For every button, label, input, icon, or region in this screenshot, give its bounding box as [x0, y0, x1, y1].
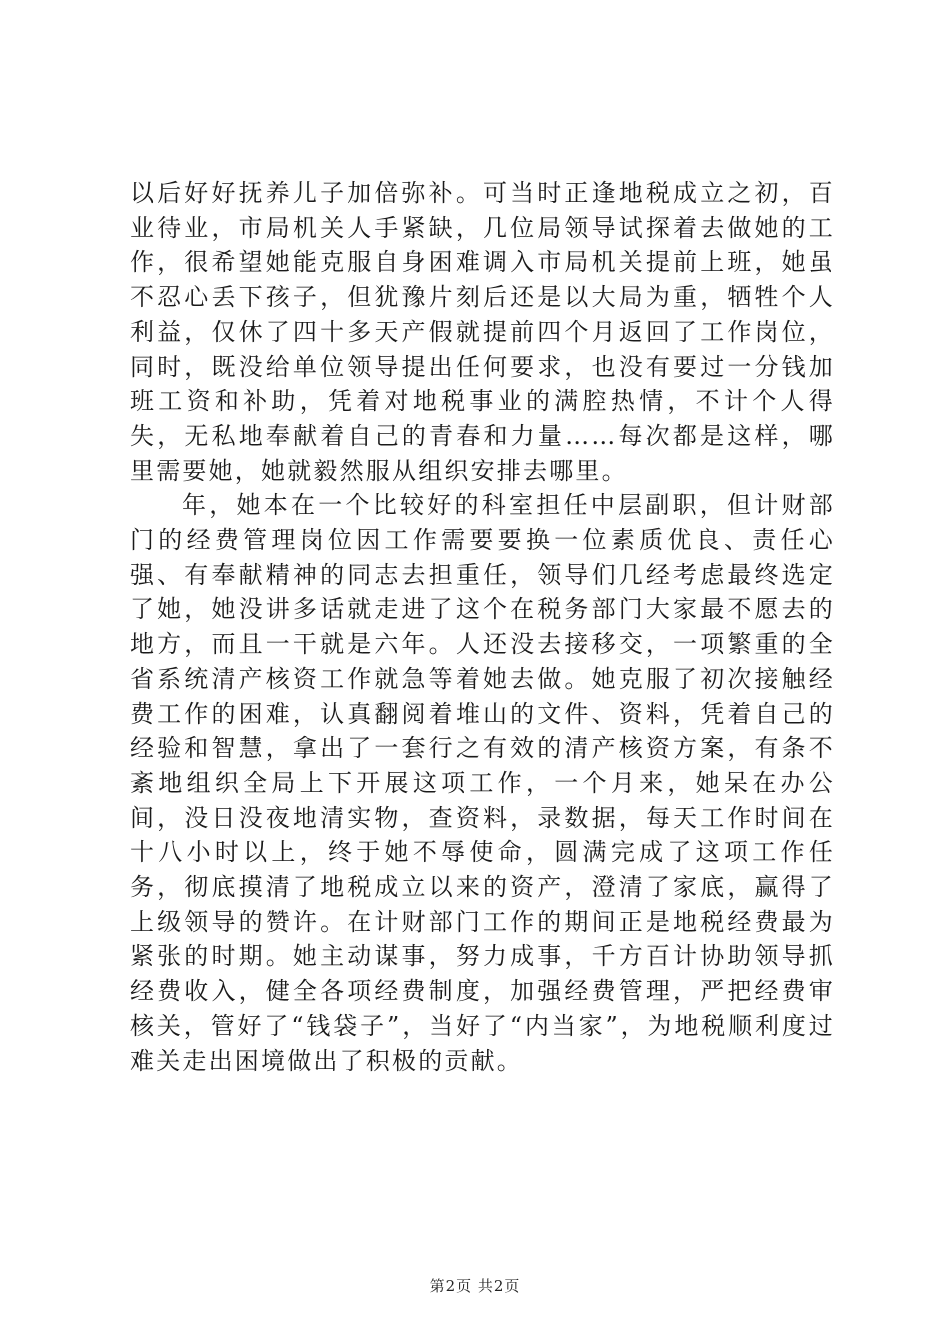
paragraph: 年，她本在一个比较好的科室担任中层副职，但计财部门的经费管理岗位因工作需要要换一位素质优良、责任心强、有奉献精神的同志去担重任，领导们几经考虑最终选定了她，她没讲多话就走进了这个在税务部门大家最不愿去的地方，而且一干就是六年。人还没去接移交，一项繁重的全省系统清产核资工作就急等着她去做。她克服了初次接触经费工作的困难，认真翻阅着堆山的文件、资料，凭着自己的经验和智慧，拿出了一套行之有效的清产核资方案，有条不紊地组织全局上下开展这项工作，一个月来，她呆在办公间，没日没夜地清实物，查资料，录数据，每天工作时间在十八小时以上，终于她不辱使命，圆满完成了这项工作任务，彻底摸清了地税成立以来的资产，澄清了家底，赢得了上级领导的赞许。在计财部门工作的期间正是地税经费最为紧张的时期。她主动谋事，努力成事，千方百计协助领导抓经费收入，健全各项经费制度，加强经费管理，严把经费审核关，管好了“钱袋子”，当好了“内当家”，为地税顺利度过难关走出困境做出了积极的贡献。: [130, 491, 835, 1075]
document-body: [130, 176, 835, 1078]
page-footer: 第2页 共2页: [429, 1277, 521, 1295]
paragraph-continued: 以后好好抚养儿子加倍弥补。可当时正逢地税成立之初，百业待业，市局机关人手紧缺，几位局领导试探着去做她的工作，很希望她能克服自身困难调入市局机关提前上班，她虽不忍心丢下孩子，但犹豫片刻后还是以大局为重，牺牲个人利益，仅休了四十多天产假就提前四个月返回了工作岗位，同时，既没给单位领导提出任何要求，也没有要过一分钱加班工资和补助，凭着对地税事业的满腔热情，不计个人得失，无私地奉献着自己的青春和力量……每次都是这样，哪里需要她，她就毅然服从组织安排去哪里。: [130, 179, 835, 485]
